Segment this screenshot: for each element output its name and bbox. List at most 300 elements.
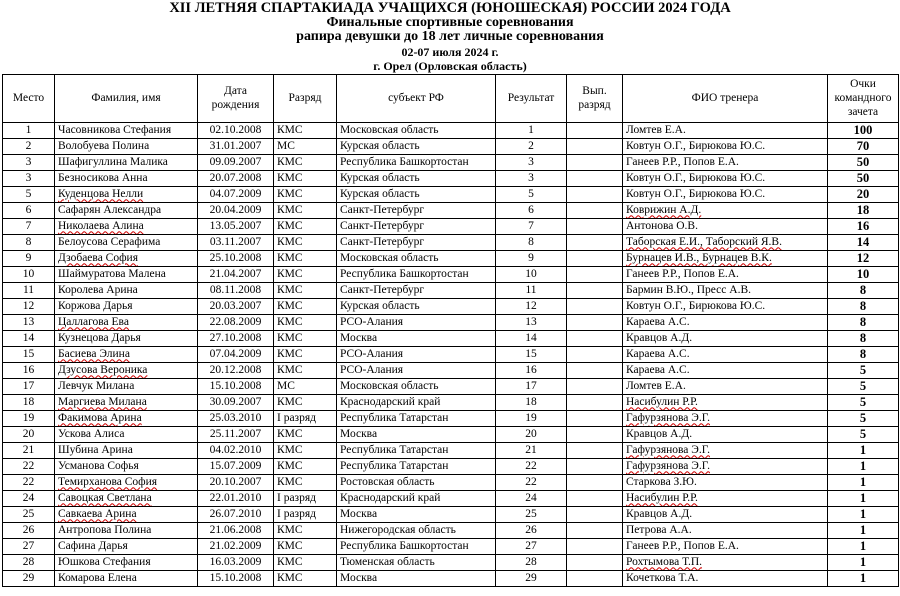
cell-place-text: 24 [22, 491, 35, 504]
table-row [3, 138, 899, 154]
cell-coach-text: Ковтун О.Г., Бирюкова Ю.С. [626, 139, 766, 152]
cell-dob [198, 362, 274, 378]
cell-place [3, 474, 55, 490]
cell-coach [623, 234, 828, 250]
cell-points [828, 362, 899, 378]
cell-points-text: 8 [859, 330, 867, 345]
cell-coach [623, 298, 828, 314]
cell-coach-text: Кравцов А.Д. [626, 507, 693, 520]
event-dates: 02-07 июля 2024 г. [401, 44, 499, 59]
cell-coach-text: Караева А.С. [626, 363, 690, 376]
cell-region [337, 570, 496, 586]
cell-place [3, 362, 55, 378]
cell-rank [274, 250, 337, 266]
cell-name [55, 490, 198, 506]
cell-points [828, 378, 899, 394]
cell-fulfilled [567, 186, 623, 202]
cell-dob [198, 266, 274, 282]
cell-coach-text: Ганеев Р.Р., Попов Е.А. [626, 267, 739, 280]
cell-result [496, 570, 567, 586]
cell-name [55, 378, 198, 394]
cell-points-text: 1 [859, 490, 867, 505]
cell-place [3, 138, 55, 154]
table-row [3, 346, 899, 362]
cell-place [3, 346, 55, 362]
cell-coach [623, 554, 828, 570]
cell-result [496, 298, 567, 314]
cell-result [496, 506, 567, 522]
cell-points [828, 522, 899, 538]
cell-place-text: 22 [22, 459, 35, 472]
cell-place [3, 170, 55, 186]
cell-place-text: 29 [22, 571, 35, 584]
cell-fulfilled [567, 218, 623, 234]
cell-rank [274, 570, 337, 586]
cell-fulfilled [567, 314, 623, 330]
cell-points [828, 346, 899, 362]
cell-place-text: 22 [22, 475, 35, 488]
cell-result-text: 21 [525, 443, 537, 456]
cell-region-text: РСО-Алания [340, 315, 404, 328]
cell-coach [623, 506, 828, 522]
cell-rank [274, 490, 337, 506]
cell-result [496, 202, 567, 218]
cell-rank-text: КМС [277, 267, 303, 280]
cell-fulfilled [567, 330, 623, 346]
cell-place-text: 18 [22, 395, 35, 408]
cell-coach [623, 458, 828, 474]
competition-title: рапира девушки до 18 лет личные соревнования [296, 29, 604, 44]
cell-result [496, 154, 567, 170]
table-row [3, 522, 899, 538]
cell-dob [198, 394, 274, 410]
cell-rank-text: КМС [277, 251, 303, 264]
cell-name [55, 250, 198, 266]
cell-dob-text: 15.10.2008 [209, 571, 262, 584]
cell-region-text: Москва [340, 427, 378, 440]
cell-coach-text: Ломтев Е.А. [626, 379, 686, 392]
cell-dob [198, 330, 274, 346]
cell-name [55, 394, 198, 410]
cell-points-text: 1 [859, 522, 867, 537]
cell-region [337, 218, 496, 234]
cell-place [3, 442, 55, 458]
cell-rank [274, 138, 337, 154]
cell-region [337, 154, 496, 170]
cell-points-text: 1 [859, 538, 867, 553]
cell-rank-text: КМС [277, 331, 303, 344]
event-title: XII ЛЕТНЯЯ СПАРТАКИАДА УЧАЩИХСЯ (ЮНОШЕСКАЯ) РОССИИ 2024 ГОДА [169, 0, 731, 16]
table-body [3, 122, 899, 586]
cell-place [3, 426, 55, 442]
cell-result-text: 10 [525, 267, 537, 280]
cell-rank [274, 394, 337, 410]
cell-name-text: Безносикова Анна [58, 171, 148, 184]
cell-rank [274, 442, 337, 458]
cell-points [828, 506, 899, 522]
cell-fulfilled [567, 234, 623, 250]
cell-coach-text: Кравцов А.Д. [626, 331, 693, 344]
table-header-row [3, 74, 899, 122]
cell-result [496, 362, 567, 378]
cell-result-text: 28 [525, 555, 537, 568]
cell-name-text: Сафарян Александра [58, 203, 162, 216]
cell-place [3, 298, 55, 314]
cell-result [496, 538, 567, 554]
cell-result [496, 522, 567, 538]
cell-dob-text: 22.08.2009 [209, 315, 262, 328]
cell-region-text: Санкт-Петербург [340, 235, 425, 248]
cell-dob-text: 20.07.2008 [209, 171, 262, 184]
cell-name-text: Факимова Арина [58, 411, 142, 424]
cell-region-text: Московская область [340, 123, 439, 136]
cell-region [337, 202, 496, 218]
cell-name-text: Шаймуратова Малена [58, 267, 166, 280]
cell-region-text: Москва [340, 507, 378, 520]
cell-fulfilled [567, 506, 623, 522]
cell-coach-text: Ломтев Е.А. [626, 123, 686, 136]
col-header-name: Фамилия, имя [55, 74, 198, 122]
cell-points [828, 234, 899, 250]
cell-result-text: 5 [528, 187, 534, 200]
cell-coach [623, 218, 828, 234]
cell-dob [198, 314, 274, 330]
cell-dob-text: 25.11.2007 [209, 427, 262, 440]
cell-points [828, 202, 899, 218]
cell-name-text: Николаева Алина [58, 219, 144, 232]
col-header-fulfilled-rank: Вып. разряд [567, 74, 623, 122]
cell-name-text: Савоцкая Светлана [58, 491, 152, 504]
table-row [3, 362, 899, 378]
table-row [3, 186, 899, 202]
cell-dob-text: 07.04.2009 [209, 347, 262, 360]
col-header-result: Результат [496, 74, 567, 122]
cell-coach-text: Насибулин Р.Р. [626, 395, 698, 408]
cell-points-text: 5 [859, 426, 867, 441]
cell-name-text: Цаллагова Ева [58, 315, 129, 328]
cell-fulfilled [567, 202, 623, 218]
cell-result [496, 282, 567, 298]
cell-coach-text: Рохтымова Т.П. [626, 555, 703, 568]
cell-name [55, 218, 198, 234]
cell-name-text: Дзусова Вероника [58, 363, 148, 376]
cell-rank-text: МС [277, 139, 295, 152]
cell-result-text: 8 [528, 235, 534, 248]
cell-coach [623, 266, 828, 282]
cell-points [828, 538, 899, 554]
cell-rank [274, 218, 337, 234]
cell-place-text: 25 [22, 507, 35, 520]
cell-points-text: 5 [859, 378, 867, 393]
cell-name-text: Волобуева Полина [58, 139, 150, 152]
cell-rank-text: КМС [277, 155, 303, 168]
cell-dob [198, 250, 274, 266]
cell-coach-text: Караева А.С. [626, 347, 690, 360]
cell-region-text: Республика Татарстан [340, 411, 449, 424]
cell-fulfilled [567, 138, 623, 154]
cell-place-text: 21 [22, 443, 35, 456]
cell-result [496, 250, 567, 266]
cell-place [3, 266, 55, 282]
cell-rank [274, 426, 337, 442]
cell-region [337, 538, 496, 554]
table-row [3, 330, 899, 346]
cell-coach [623, 282, 828, 298]
cell-rank-text: КМС [277, 299, 303, 312]
cell-points-text: 18 [856, 202, 870, 217]
cell-region-text: РСО-Алания [340, 363, 404, 376]
cell-region-text: Курская область [340, 139, 420, 152]
cell-name [55, 474, 198, 490]
cell-region [337, 170, 496, 186]
table-row [3, 410, 899, 426]
cell-place-text: 15 [22, 347, 35, 360]
cell-result [496, 394, 567, 410]
cell-coach-text: Караева А.С. [626, 315, 690, 328]
cell-points [828, 458, 899, 474]
cell-dob-text: 25.10.2008 [209, 251, 262, 264]
cell-place-text: 14 [22, 331, 35, 344]
cell-points [828, 474, 899, 490]
cell-name-text: Комарова Елена [58, 571, 137, 584]
cell-fulfilled [567, 490, 623, 506]
cell-dob [198, 122, 274, 138]
cell-coach [623, 330, 828, 346]
cell-region-text: Краснодарский край [340, 491, 441, 504]
cell-rank [274, 282, 337, 298]
cell-region [337, 138, 496, 154]
cell-result-text: 14 [525, 331, 537, 344]
cell-region-text: Московская область [340, 251, 439, 264]
cell-name [55, 410, 198, 426]
cell-place [3, 154, 55, 170]
cell-rank-text: КМС [277, 395, 303, 408]
cell-region-text: Республика Татарстан [340, 459, 449, 472]
cell-points-text: 20 [856, 186, 870, 201]
cell-dob-text: 20.10.2007 [209, 475, 262, 488]
table-row [3, 394, 899, 410]
col-header-team-points: Очки командного зачета [828, 74, 899, 122]
cell-place-text: 5 [25, 187, 32, 200]
cell-dob [198, 554, 274, 570]
cell-points-text: 14 [856, 234, 870, 249]
table-row [3, 426, 899, 442]
cell-region [337, 346, 496, 362]
cell-coach [623, 426, 828, 442]
cell-dob-text: 02.10.2008 [209, 123, 262, 136]
cell-region [337, 298, 496, 314]
cell-region [337, 122, 496, 138]
cell-region-text: Москва [340, 571, 378, 584]
cell-place-text: 3 [25, 155, 32, 168]
event-location: г. Орел (Орловская область) [373, 59, 527, 73]
cell-dob-text: 21.04.2007 [209, 267, 262, 280]
cell-rank-text: КМС [277, 315, 303, 328]
cell-fulfilled [567, 410, 623, 426]
cell-result [496, 490, 567, 506]
cell-points [828, 122, 899, 138]
table-row [3, 378, 899, 394]
cell-name [55, 266, 198, 282]
cell-name [55, 170, 198, 186]
cell-dob-text: 20.03.2007 [209, 299, 262, 312]
cell-fulfilled [567, 394, 623, 410]
cell-result-text: 25 [525, 507, 537, 520]
cell-dob [198, 202, 274, 218]
cell-rank-text: КМС [277, 571, 303, 584]
cell-coach [623, 346, 828, 362]
table-row [3, 570, 899, 586]
cell-rank [274, 378, 337, 394]
cell-name [55, 570, 198, 586]
cell-region-text: Москва [340, 331, 378, 344]
cell-dob [198, 538, 274, 554]
cell-points-text: 8 [859, 298, 867, 313]
cell-place-text: 13 [22, 315, 35, 328]
cell-fulfilled [567, 250, 623, 266]
cell-name [55, 522, 198, 538]
cell-dob [198, 170, 274, 186]
cell-place-text: 19 [22, 411, 35, 424]
cell-dob-text: 13.05.2007 [209, 219, 262, 232]
cell-points [828, 314, 899, 330]
cell-points-text: 70 [856, 138, 870, 153]
cell-region [337, 362, 496, 378]
cell-result [496, 122, 567, 138]
cell-region-text: Республика Башкортостан [340, 267, 469, 280]
cell-coach [623, 474, 828, 490]
cell-coach-text: Гафурзянова Э.Г. [626, 459, 710, 472]
cell-dob [198, 378, 274, 394]
cell-place [3, 570, 55, 586]
cell-result-text: 20 [525, 427, 537, 440]
table-row [3, 458, 899, 474]
cell-coach [623, 202, 828, 218]
cell-rank-text: КМС [277, 347, 303, 360]
cell-dob [198, 282, 274, 298]
cell-rank-text: I разряд [277, 507, 316, 520]
cell-dob-text: 16.03.2009 [209, 555, 262, 568]
table-row [3, 218, 899, 234]
cell-region [337, 314, 496, 330]
cell-points [828, 170, 899, 186]
cell-name-text: Часовникова Стефания [58, 123, 172, 136]
cell-result-text: 16 [525, 363, 537, 376]
cell-points-text: 1 [859, 506, 867, 521]
cell-rank-text: I разряд [277, 491, 316, 504]
cell-result-text: 1 [528, 123, 534, 136]
cell-region [337, 378, 496, 394]
cell-place-text: 26 [22, 523, 35, 536]
cell-coach-text: Антонова О.В. [626, 219, 698, 232]
cell-dob-text: 15.07.2009 [209, 459, 262, 472]
cell-result-text: 19 [525, 411, 537, 424]
cell-place [3, 282, 55, 298]
cell-points-text: 50 [856, 154, 870, 169]
cell-name-text: Антропова Полина [58, 523, 152, 536]
cell-rank [274, 410, 337, 426]
col-header-dob: Дата рождения [198, 74, 274, 122]
cell-coach-text: Ковтун О.Г., Бирюкова Ю.С. [626, 187, 766, 200]
cell-dob [198, 138, 274, 154]
cell-place [3, 314, 55, 330]
cell-points [828, 490, 899, 506]
cell-name [55, 506, 198, 522]
cell-name [55, 538, 198, 554]
cell-result-text: 13 [525, 315, 537, 328]
cell-rank-text: КМС [277, 123, 303, 136]
cell-result-text: 2 [528, 139, 534, 152]
cell-coach-text: Насибулин Р.Р. [626, 491, 698, 504]
cell-region-text: Краснодарский край [340, 395, 441, 408]
cell-dob-text: 03.11.2007 [209, 235, 262, 248]
cell-result-text: 3 [528, 171, 534, 184]
cell-place [3, 506, 55, 522]
table-row [3, 202, 899, 218]
cell-fulfilled [567, 170, 623, 186]
col-header-rank: Разряд [274, 74, 337, 122]
cell-place [3, 538, 55, 554]
cell-points-text: 12 [856, 250, 870, 265]
cell-coach-text: Старкова З.Ю. [626, 475, 697, 488]
cell-region [337, 410, 496, 426]
cell-region [337, 250, 496, 266]
cell-place-text: 8 [25, 235, 32, 248]
cell-points-text: 1 [859, 554, 867, 569]
cell-result-text: 27 [525, 539, 537, 552]
cell-dob [198, 234, 274, 250]
cell-region [337, 426, 496, 442]
cell-points-text: 8 [859, 314, 867, 329]
cell-place-text: 28 [22, 555, 35, 568]
cell-rank [274, 314, 337, 330]
cell-result-text: 22 [525, 475, 537, 488]
cell-name-text: Ускова Алиса [58, 427, 125, 440]
cell-name-text: Басиева Элина [58, 347, 130, 360]
cell-result-text: 3 [528, 155, 534, 168]
cell-region [337, 266, 496, 282]
cell-place-text: 16 [22, 363, 35, 376]
cell-dob-text: 30.09.2007 [209, 395, 262, 408]
cell-fulfilled [567, 474, 623, 490]
cell-points-text: 8 [859, 346, 867, 361]
cell-name [55, 442, 198, 458]
cell-name-text: Сафина Дарья [58, 539, 128, 552]
cell-place-text: 17 [22, 379, 35, 392]
cell-rank-text: КМС [277, 459, 303, 472]
cell-region-text: Курская область [340, 187, 420, 200]
cell-result [496, 458, 567, 474]
cell-name-text: Юшкова Стефания [58, 555, 151, 568]
cell-region-text: Санкт-Петербург [340, 203, 425, 216]
cell-rank [274, 538, 337, 554]
cell-place [3, 202, 55, 218]
cell-name-text: Темирханова София [58, 475, 158, 488]
cell-place [3, 330, 55, 346]
cell-coach-text: Гафурзянова Э.Г. [626, 411, 710, 424]
cell-dob [198, 298, 274, 314]
table-row [3, 154, 899, 170]
cell-name [55, 202, 198, 218]
cell-name [55, 458, 198, 474]
cell-name [55, 282, 198, 298]
cell-points [828, 410, 899, 426]
cell-coach-text: Ганеев Р.Р., Попов Е.А. [626, 155, 739, 168]
cell-fulfilled [567, 522, 623, 538]
cell-place-text: 20 [22, 427, 35, 440]
cell-result [496, 346, 567, 362]
cell-name-text: Левчук Милана [58, 379, 135, 392]
